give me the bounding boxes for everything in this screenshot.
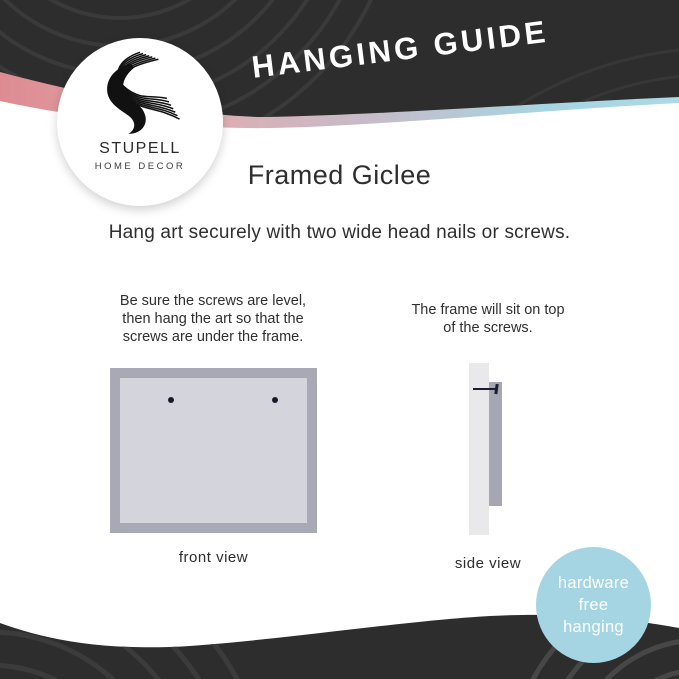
instruction-line: of the screws. (443, 320, 533, 336)
instruction-line: The frame will sit on top (411, 302, 565, 318)
badge-line: hardware (557, 574, 630, 592)
badge-line: hanging (563, 618, 624, 636)
section-title: Framed Giclee (247, 160, 432, 190)
front-view-caption: front view (178, 549, 249, 566)
page-title: HANGING GUIDE (249, 13, 551, 85)
instruction-line: screws are under the frame. (122, 329, 304, 345)
side-view-caption: side view (454, 555, 522, 572)
instruction-line: then hang the art so that the (122, 311, 304, 327)
frame-inner-panel (120, 378, 307, 523)
side-view-instructions (372, 301, 604, 337)
nail-icon (473, 388, 497, 390)
front-view-frame-diagram (110, 368, 317, 533)
front-view-instructions (88, 292, 338, 346)
instruction-line: Be sure the screws are level, (119, 293, 307, 309)
hardware-free-hanging-badge (536, 547, 651, 663)
screw-head-icon (272, 397, 278, 403)
brand-subtitle: HOME DECOR (94, 161, 186, 172)
side-view-frame-bar (489, 382, 502, 506)
brand-name: STUPELL (99, 140, 181, 157)
stupell-s-swirl-icon (92, 50, 188, 142)
badge-line: free (578, 596, 609, 614)
instruction-summary: Hang art securely with two wide head nails or screws. (108, 222, 571, 243)
screw-head-icon (168, 397, 174, 403)
